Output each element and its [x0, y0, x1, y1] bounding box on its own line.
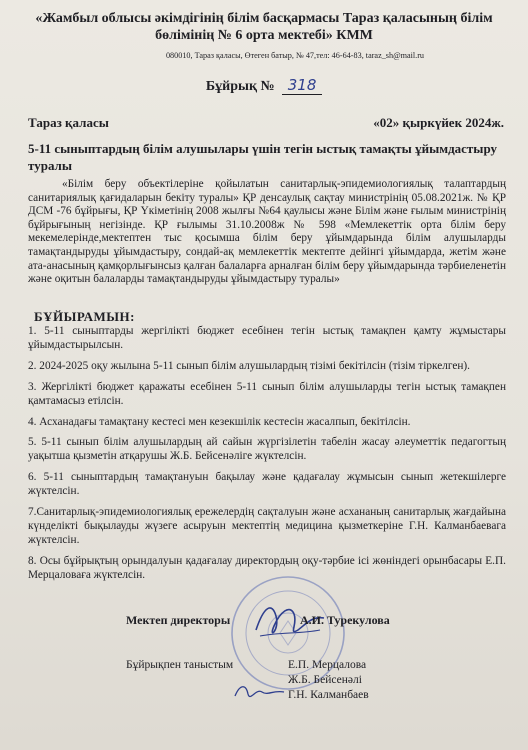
order-date: «02» қыркүйек 2024ж.: [373, 115, 504, 130]
familiarized-name: Г.Н. Калманбаев: [288, 689, 369, 701]
order-item: 4. Асханадағы тамақтану кестесі мен кезекшілік кестесін жасалпып, бекітілсін.: [28, 415, 411, 428]
order-item: 6. 5-11 сыныптардың тамақтануын бақылау және қадағалау жұмысын сынып жетекшілерге жүктелсін.: [28, 471, 506, 498]
order-city: Тараз қаласы: [28, 115, 109, 130]
order-item: 1. 5-11 сыныптарды жергілікті бюджет есебінен тегін ыстық тамақпен қамту жұмыстары ұйымдастырылсын.: [28, 325, 506, 352]
ordered-label: БҰЙЫРАМЫН:: [34, 309, 136, 324]
order-label: Бұйрық №: [205, 79, 275, 94]
order-number: 318: [282, 76, 322, 95]
staff-signature: [232, 680, 288, 704]
order-item: 8. Осы бұйрықтың орындалуын қадағалау директордың оқу-тәрбие ісі жөніндегі орынбасары Е.П. Мерцаловаға жүктелсін.: [28, 555, 506, 582]
familiarized-name: Е.П. Мерцалова: [288, 659, 367, 671]
familiarized-name: Ж.Б. Бейсенәлі: [288, 674, 362, 686]
organization-title: «Жамбыл облысы әкімдігінің білім басқармасы Тараз қаласының білім бөлімінің № 6 орта мектебі» КММ: [35, 11, 493, 43]
director-name: А.И. Турекулова: [300, 613, 390, 627]
order-heading: [0, 76, 528, 95]
order-item: 7.Санитарлық-эпидемиологиялық ережелердің сақталуын және асхананың санитарлық жағдайына күнделікті бықылауды жүзеге асыруын мектептің медицина қызметкеріне Г.Н. Калманбаевага жүктелсін.: [28, 506, 506, 547]
order-item: 3. Жергілікті бюджет қаражаты есебінен 5-11 сынып білім алушыларды тегін ыстық тамақпен қамтамасыз етілсін.: [28, 380, 506, 407]
order-item: 5. 5-11 сынып білім алушылардың ай сайын жүргізілетін табелін жасау әлеуметтік педагогтың уақытша қызметін атқарушы Ж.Б. Бейсенәліге жүктелсін.: [28, 436, 506, 463]
familiarized-label: Бұйрықпен таныстым: [126, 659, 234, 671]
order-subject: 5-11 сыныптардың білім алушылары үшін тегін ыстық тамақты ұйымдастыру туралы: [28, 141, 498, 173]
organization-address: 080010, Тараз қаласы, Өтеген батыр, № 47,тел: 46-64-83, taraz_sh@mail.ru: [165, 51, 425, 60]
familiarized-names: [288, 658, 369, 703]
director-label: Мектеп директоры: [126, 613, 231, 627]
order-items-list: [28, 324, 506, 589]
order-item: 2. 2024-2025 оқу жылына 5-11 сынып білім алушылардың тізімі бекітілсін (тізім тіркелген).: [28, 359, 470, 372]
preamble-paragraph: «Білім беру объектілеріне қойылатын санитарлық-эпидемиологиялық талаптардың санитариялық қағидаларын бекіту туралы» ҚР денсаулық сақтау министрінің 05.08.2021ж. № ҚР ДСМ -76 бұйрығы, ҚР Үкіметінің 2008 жылғы №64 қаулысы және Білім және ғылым министрінің бұйрығының негізінде. ҚР ғылымы 31.10.2008ж № 598 «Мемлекеттік орта білім беру мекемелерінде,мектептен тыс қосымша білім беру ұйымдарында білім алушыларды тамақтандыруды ұйымдастыру, сондай-ақ мемлекеттік мектепте дейінгі ұйымдарда, жетім және ата-анасының қамқорлығынсыз қалған балаларға арналған білім беру ұйымдарында тәрбиеленетін және оқитын балаларды тамақтандыруды ұйымдастыру туралы»: [28, 178, 506, 286]
